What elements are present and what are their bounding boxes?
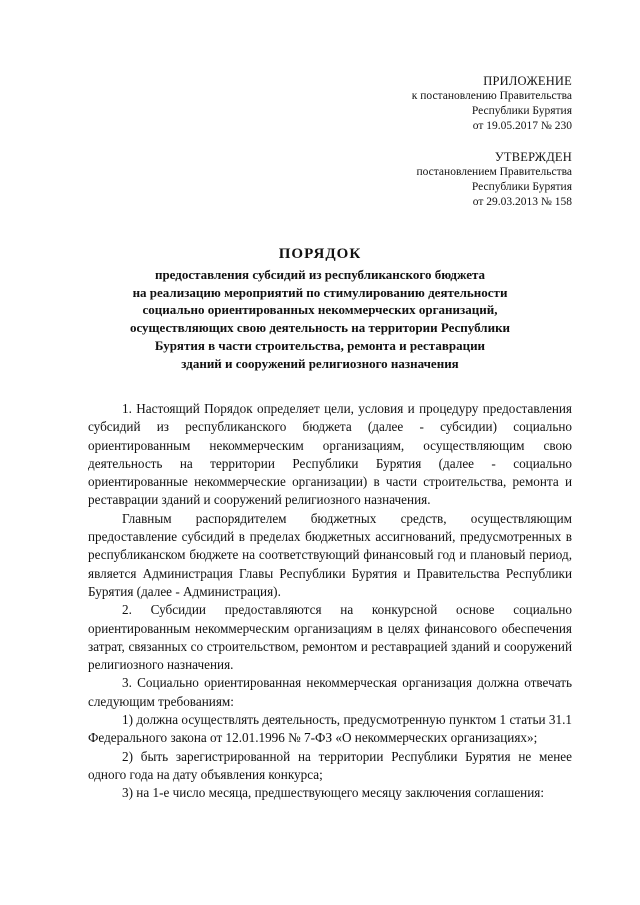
title-line: предоставления субсидий из республиканского бюджета	[154, 266, 486, 282]
appendix-header	[412, 74, 572, 134]
paragraph: 1) должна осуществлять деятельность, предусмотренную пунктом 1 статьи 31.1 Федерального закона от 12.01.1996 № 7-ФЗ «О некоммерческих организациях»;	[88, 712, 572, 746]
paragraph: Главным распорядителем бюджетных средств, осуществляющим предоставление субсидий в пределах бюджетных ассигнований, предусмотренных в республиканском бюджете на соответствующий финансовый год и плановый период, является Администрация Главы Республики Бурятия и Правительства Республики Бурятия (далее - Администрация).	[88, 510, 572, 599]
title-line: Бурятия в части строительства, ремонта и реставрации	[154, 337, 486, 353]
title-line: осуществляющих свою деятельность на территории Республики	[129, 320, 511, 336]
paragraph: 1. Настоящий Порядок определяет цели, условия и процедуру предоставления субсидий из республиканского бюджета (далее - субсидии) социально ориентированным некоммерческим организациям, осуществляющим свою деятельность на территории Республики Бурятия (далее - социально ориентированные некоммерческие организации) в части строительства, ремонта и реставрации зданий и сооружений религиозного назначения.	[88, 401, 572, 508]
approved-header	[416, 150, 572, 210]
appendix-label: ПРИЛОЖЕНИЕ	[483, 74, 572, 88]
appendix-line: от 19.05.2017 № 230	[472, 120, 572, 132]
title-line: на реализацию мероприятий по стимулированию деятельности	[132, 284, 508, 300]
approved-line: Республики Бурятия	[471, 181, 572, 193]
title-line: зданий и сооружений религиозного назначения	[181, 355, 459, 371]
appendix-line: Республики Бурятия	[471, 105, 572, 117]
title-main: ПОРЯДОК	[278, 246, 362, 262]
approved-line: от 29.03.2013 № 158	[472, 196, 572, 208]
paragraph: 3) на 1-е число месяца, предшествующего месяцу заключения соглашения:	[122, 785, 545, 801]
document-title	[60, 246, 580, 373]
paragraph: 2. Субсидии предоставляются на конкурсной основе социально ориентированным некоммерческим организациям в целях финансового обеспечения затрат, связанных со строительством, ремонтом и реставрацией зданий и сооружений религиозного назначения.	[88, 602, 572, 673]
approved-line: постановлением Правительства	[416, 166, 572, 178]
approved-label: УТВЕРЖДЕН	[494, 150, 572, 164]
paragraph: 2) быть зарегистрированной на территории Республики Бурятия не менее одного года на дату объявления конкурса;	[88, 748, 572, 782]
appendix-line: к постановлению Правительства	[411, 90, 572, 102]
title-line: социально ориентированных некоммерческих организаций,	[142, 302, 498, 318]
paragraph: 3. Социально ориентированная некоммерческая организация должна отвечать следующим требованиям:	[88, 675, 572, 709]
document-body	[88, 400, 572, 803]
